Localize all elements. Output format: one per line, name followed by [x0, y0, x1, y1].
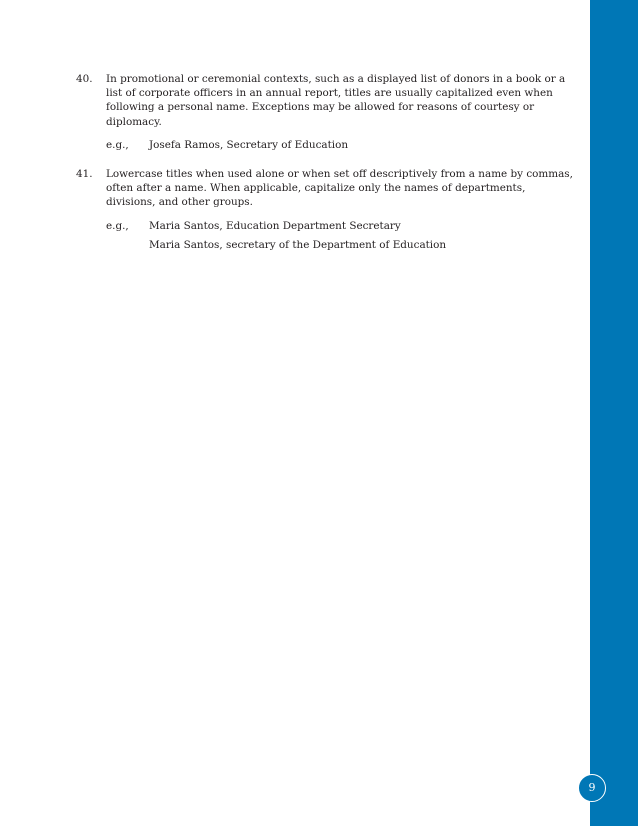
example-label: e.g.,: [106, 219, 129, 232]
example-block: [106, 219, 576, 252]
example-lines: [149, 219, 446, 252]
example-lines: [149, 138, 348, 152]
example-block: [106, 138, 576, 152]
item-number: 41.: [76, 168, 93, 181]
item-body: [106, 167, 576, 252]
page-content: [76, 72, 576, 252]
guideline-item-40: [76, 72, 576, 152]
example-line: Maria Santos, Education Department Secretary: [149, 219, 401, 232]
blue-sidebar: [590, 0, 638, 826]
item-text: In promotional or ceremonial contexts, such as a displayed list of donors in a book or a list of corporate officers in an annual report, titles are usually capitalized even when following a personal name. Exceptions may be allowed for reasons of courtesy or diplomacy.: [106, 73, 566, 128]
example-line: Maria Santos, secretary of the Department of Education: [149, 238, 447, 251]
page-number-badge: 9: [578, 774, 606, 802]
item-number: 40.: [76, 73, 93, 85]
item-body: [106, 72, 576, 152]
guideline-item-41: [76, 167, 576, 252]
example-label: e.g.,: [106, 138, 129, 151]
item-text: Lowercase titles when used alone or when set off descriptively from a name by commas, often after a name. When applicable, capitalize only the names of departments, divisions, and other groups.: [106, 168, 573, 209]
example-line: Josefa Ramos, Secretary of Education: [149, 138, 349, 151]
